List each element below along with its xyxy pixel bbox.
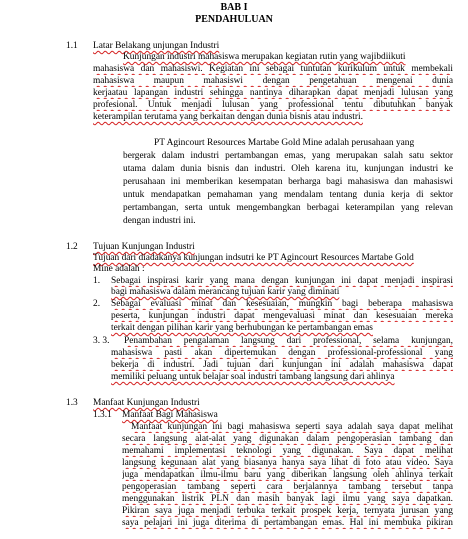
subsection-number: 1.3.1 [93,410,112,420]
list-marker: 1. [93,276,101,286]
paragraph-line: menggunakan listrik PLN dan masih banyak lagi ilmu yang saya dapatkan. [122,494,453,504]
section-number-1-3: 1.3 [66,398,78,408]
list-marker: 2. [93,299,101,309]
paragraph-line: langsung kegunaan alat yang biasanya hanya saya lihat di foto atau video. Saya [122,458,453,468]
section-title-1-1: Latar Belakang unjungan Industri [93,41,220,51]
list-item-line: Penambahan pengalaman langsung dari professional, selama kunjungan, [124,336,453,346]
list-item-line: peserta, kunjungan industri dapat mengevaluasi minat dan kesesuaian mereka [111,311,453,321]
list-item-line: memiliki peluang untuk belajar soal industri tambang langsung dari ahlinya [111,372,395,382]
list-item-line: Sebagai inspirasi karir yang mana dengan kunjungan ini dapat menjadi inspirasi [111,276,453,286]
section-title-1-3: Manfaat Kunjungan Industri [93,398,200,408]
paragraph-line: memahami implementasi teknologi yang digunakan. Saya dapat melihat [122,446,453,456]
paragraph-line: pengoperasian tambang seperti cara berjalannya tambang tersebut tanpa [122,482,453,492]
paragraph-line: saya pelajari ini juga diterima di pertambangan emas. Hal ini membuka pikiran [122,518,453,528]
paragraph-line: secara langsung alat-alat yang digunakan dalam pengoperasian tambang dan [122,434,453,444]
paragraph-line: bergerak dalam industri pertambangan emas, yang merupakan salah satu sektor [123,151,453,161]
section-number-1-1: 1.1 [66,41,78,51]
chapter-number: BAB I [220,2,248,13]
paragraph-line: keterampilan terutama yang berkaitan dengan dunia bisnis atau industri. [93,112,363,122]
paragraph-line: profesional. Untuk menjadi lulusan yang professional tentu dibutuhkan banyak [93,100,453,110]
paragraph-line: Manfaat kunjungan ini bagi mahasiswa seperti saya adalah saya dapat melihat [131,422,453,432]
paragraph-line: perusahaan ini memberikan kesempatan berharga bagi mahasiswa dan mahasiswi [123,177,453,187]
paragraph-line: Pikiran saya juga menjadi terbuka terkait prospek kerja, ternyata jurusan yang [122,506,453,516]
paragraph-line: mahasiswa maupun mahasiswi dengan pengetahuan mengenai dunia [93,76,453,86]
paragraph-line: Tujuan dari diadakanya kunjungan indsutri ke PT Agincourt Resources Martabe Gold [93,253,414,263]
paragraph-line: Mine adalah : [93,264,145,274]
paragraph-line: mahasiswa dan mahasiswi. Kegiatan ini sebagai tuntutan kurikulum untuk membekali [93,64,453,74]
section-number-1-2: 1.2 [66,242,78,252]
paragraph-line: kerjaatau lapangan industri sehingga nantinya diharapkan dapat menjadi lulusan yang [93,88,453,98]
list-item-line: mahasiswa pasti akan dipertemukan dengan professional-professional yang [111,348,453,358]
list-item-line: Sebagai evaluasi minat dan kesesuaian, mungkin bagi beberapa mahasiswa [111,299,453,309]
list-item-line: bekerja di industri. Jadi tujuan dari kunjungan ini adalah mahasiswa dapat [111,360,453,370]
paragraph-line: untuk mendapatkan pemahaman yang mendalam tentang dunia kerja di sektor [123,190,453,200]
chapter-title: PENDAHULUAN [195,14,273,25]
paragraph-line: pertambangan, serta untuk mengembangkan berbagai keterampilan yang relevan [123,203,453,213]
list-item-line: bagi mahasiswa dalam merancang tujuan karir yang diminati [111,287,340,297]
paragraph-line: Kunjungan industri mahasiswa merupakan kegiatan rutin yang wajibdiikuti [123,52,406,62]
list-marker: 3. 3. [93,336,110,346]
subsection-title: Manfaat Bagi Mahasiswa [122,410,218,420]
section-title-1-2: Tujuan Kunjungan Industri [93,242,195,252]
paragraph-line: dengan industri ini. [123,216,196,226]
paragraph-line: PT Agincourt Resources Martabe Gold Mine adalah perusahaan yang [154,138,415,148]
paragraph-line: utama dalam dunia bisnis dan industri. Oleh karena itu, kunjungan industri ke [123,164,453,174]
paragraph-line: juga mendapatkan ilmu-ilmu baru yang diberikan langsung oleh ahlinya terkait [122,470,453,480]
list-item-line: terkait dengan pilihan karir yang berhubungan ke pertambangan emas [111,323,373,333]
